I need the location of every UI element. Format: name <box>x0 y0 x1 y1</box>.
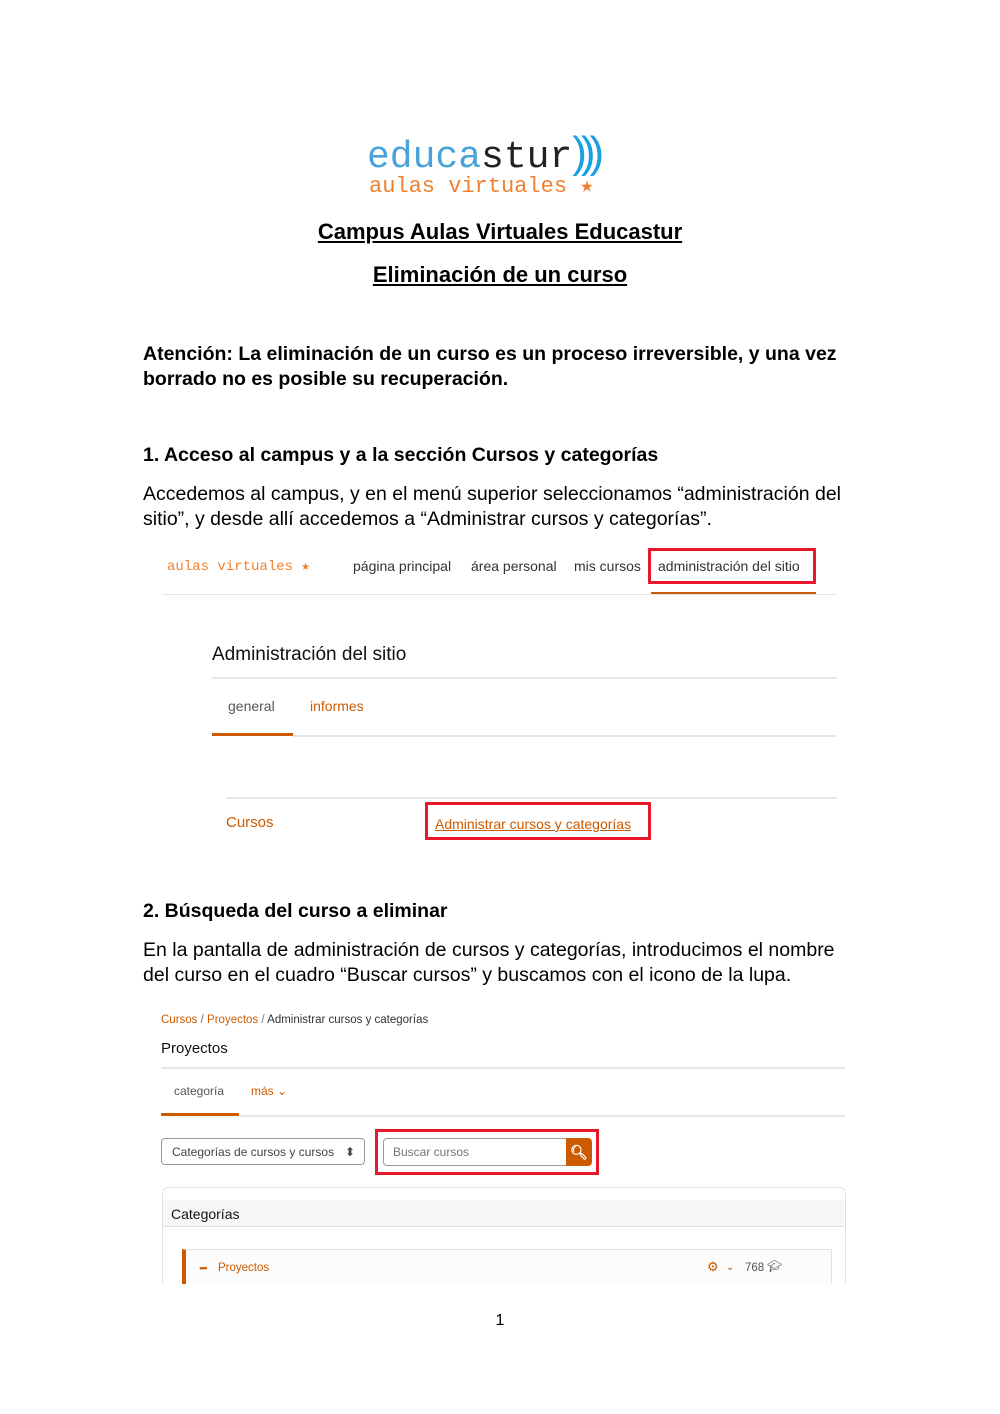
panel-header <box>163 1200 844 1227</box>
nav-pagina-principal[interactable]: página principal <box>353 558 452 574</box>
document-title: Campus Aulas Virtuales Educastur <box>317 219 683 244</box>
educastur-logo: educastur))) <box>367 128 599 179</box>
warning-text: Atención: La eliminación de un curso es un proceso irreversible, y una vez borrado no es posible su recuperación. <box>143 343 837 390</box>
active-tab-underline <box>161 1113 239 1116</box>
breadcrumb-proyectos[interactable]: Proyectos <box>207 1014 259 1026</box>
section-2-heading: 2. Búsqueda del curso a eliminar <box>143 900 448 922</box>
course-count: 768 <box>745 1262 765 1274</box>
category-page-title: Proyectos <box>161 1040 228 1057</box>
sort-icon: ⬍ <box>344 1145 355 1159</box>
section-1-heading: 1. Acceso al campus y a la sección Cursos y categorías <box>143 444 659 466</box>
tab-informes[interactable]: informes <box>310 698 364 714</box>
tab-general[interactable]: general <box>228 698 275 714</box>
gear-icon[interactable]: ⚙ <box>707 1259 719 1274</box>
page-number: 1 <box>495 1312 505 1329</box>
breadcrumb-cursos[interactable]: Cursos <box>161 1014 198 1026</box>
search-icon[interactable]: 🔍︎ <box>566 1138 592 1166</box>
divider <box>293 735 837 737</box>
brand-logo: aulas virtuales ★ <box>167 559 310 575</box>
category-name[interactable]: Proyectos <box>218 1262 270 1274</box>
document-subtitle: Eliminación de un curso <box>372 262 628 287</box>
nav-mis-cursos[interactable]: mis cursos <box>574 558 641 574</box>
divider <box>212 677 837 679</box>
administrar-cursos-link[interactable]: Administrar cursos y categorías <box>435 816 632 832</box>
tab-categoria[interactable]: categoría <box>174 1084 225 1098</box>
divider <box>162 594 837 595</box>
view-select[interactable]: Categorías de cursos y cursos ⬍ <box>161 1138 365 1165</box>
collapse-icon[interactable]: ━ <box>200 1263 207 1275</box>
divider <box>226 797 837 799</box>
breadcrumb-current: Administrar cursos y categorías <box>267 1014 429 1026</box>
crop-mask <box>0 1284 1000 1414</box>
divider <box>161 1067 845 1069</box>
tab-mas[interactable]: más ⌄ <box>251 1084 288 1098</box>
cursos-label: Cursos <box>226 814 274 831</box>
section-1-text: Accedemos al campus, y en el menú superior seleccionamos “administración del sitio”, y desde allí accedemos a “Administrar cursos y categorías”. <box>143 483 841 530</box>
breadcrumb: Cursos / Proyectos / Administrar cursos y categorías <box>161 1014 429 1026</box>
section-2-text: En la pantalla de administración de cursos y categorías, introducimos el nombre del curso en el cuadro “Buscar cursos” y buscamos con el icono de la lupa. <box>143 939 835 986</box>
search-courses-input[interactable] <box>383 1138 568 1166</box>
nav-administracion-del-sitio[interactable]: administración del sitio <box>658 558 800 574</box>
panel-title: Categorías <box>171 1206 240 1222</box>
admin-page-title: Administración del sitio <box>212 644 407 665</box>
graduation-cap-icon: 🎓︎ <box>767 1259 783 1273</box>
nav-area-personal[interactable]: área personal <box>471 558 557 574</box>
divider <box>239 1115 845 1117</box>
logo-subtitle: aulas virtuales ★ <box>369 174 594 199</box>
active-tab-underline <box>212 733 293 736</box>
chevron-down-icon[interactable]: ⌄ <box>726 1262 735 1273</box>
